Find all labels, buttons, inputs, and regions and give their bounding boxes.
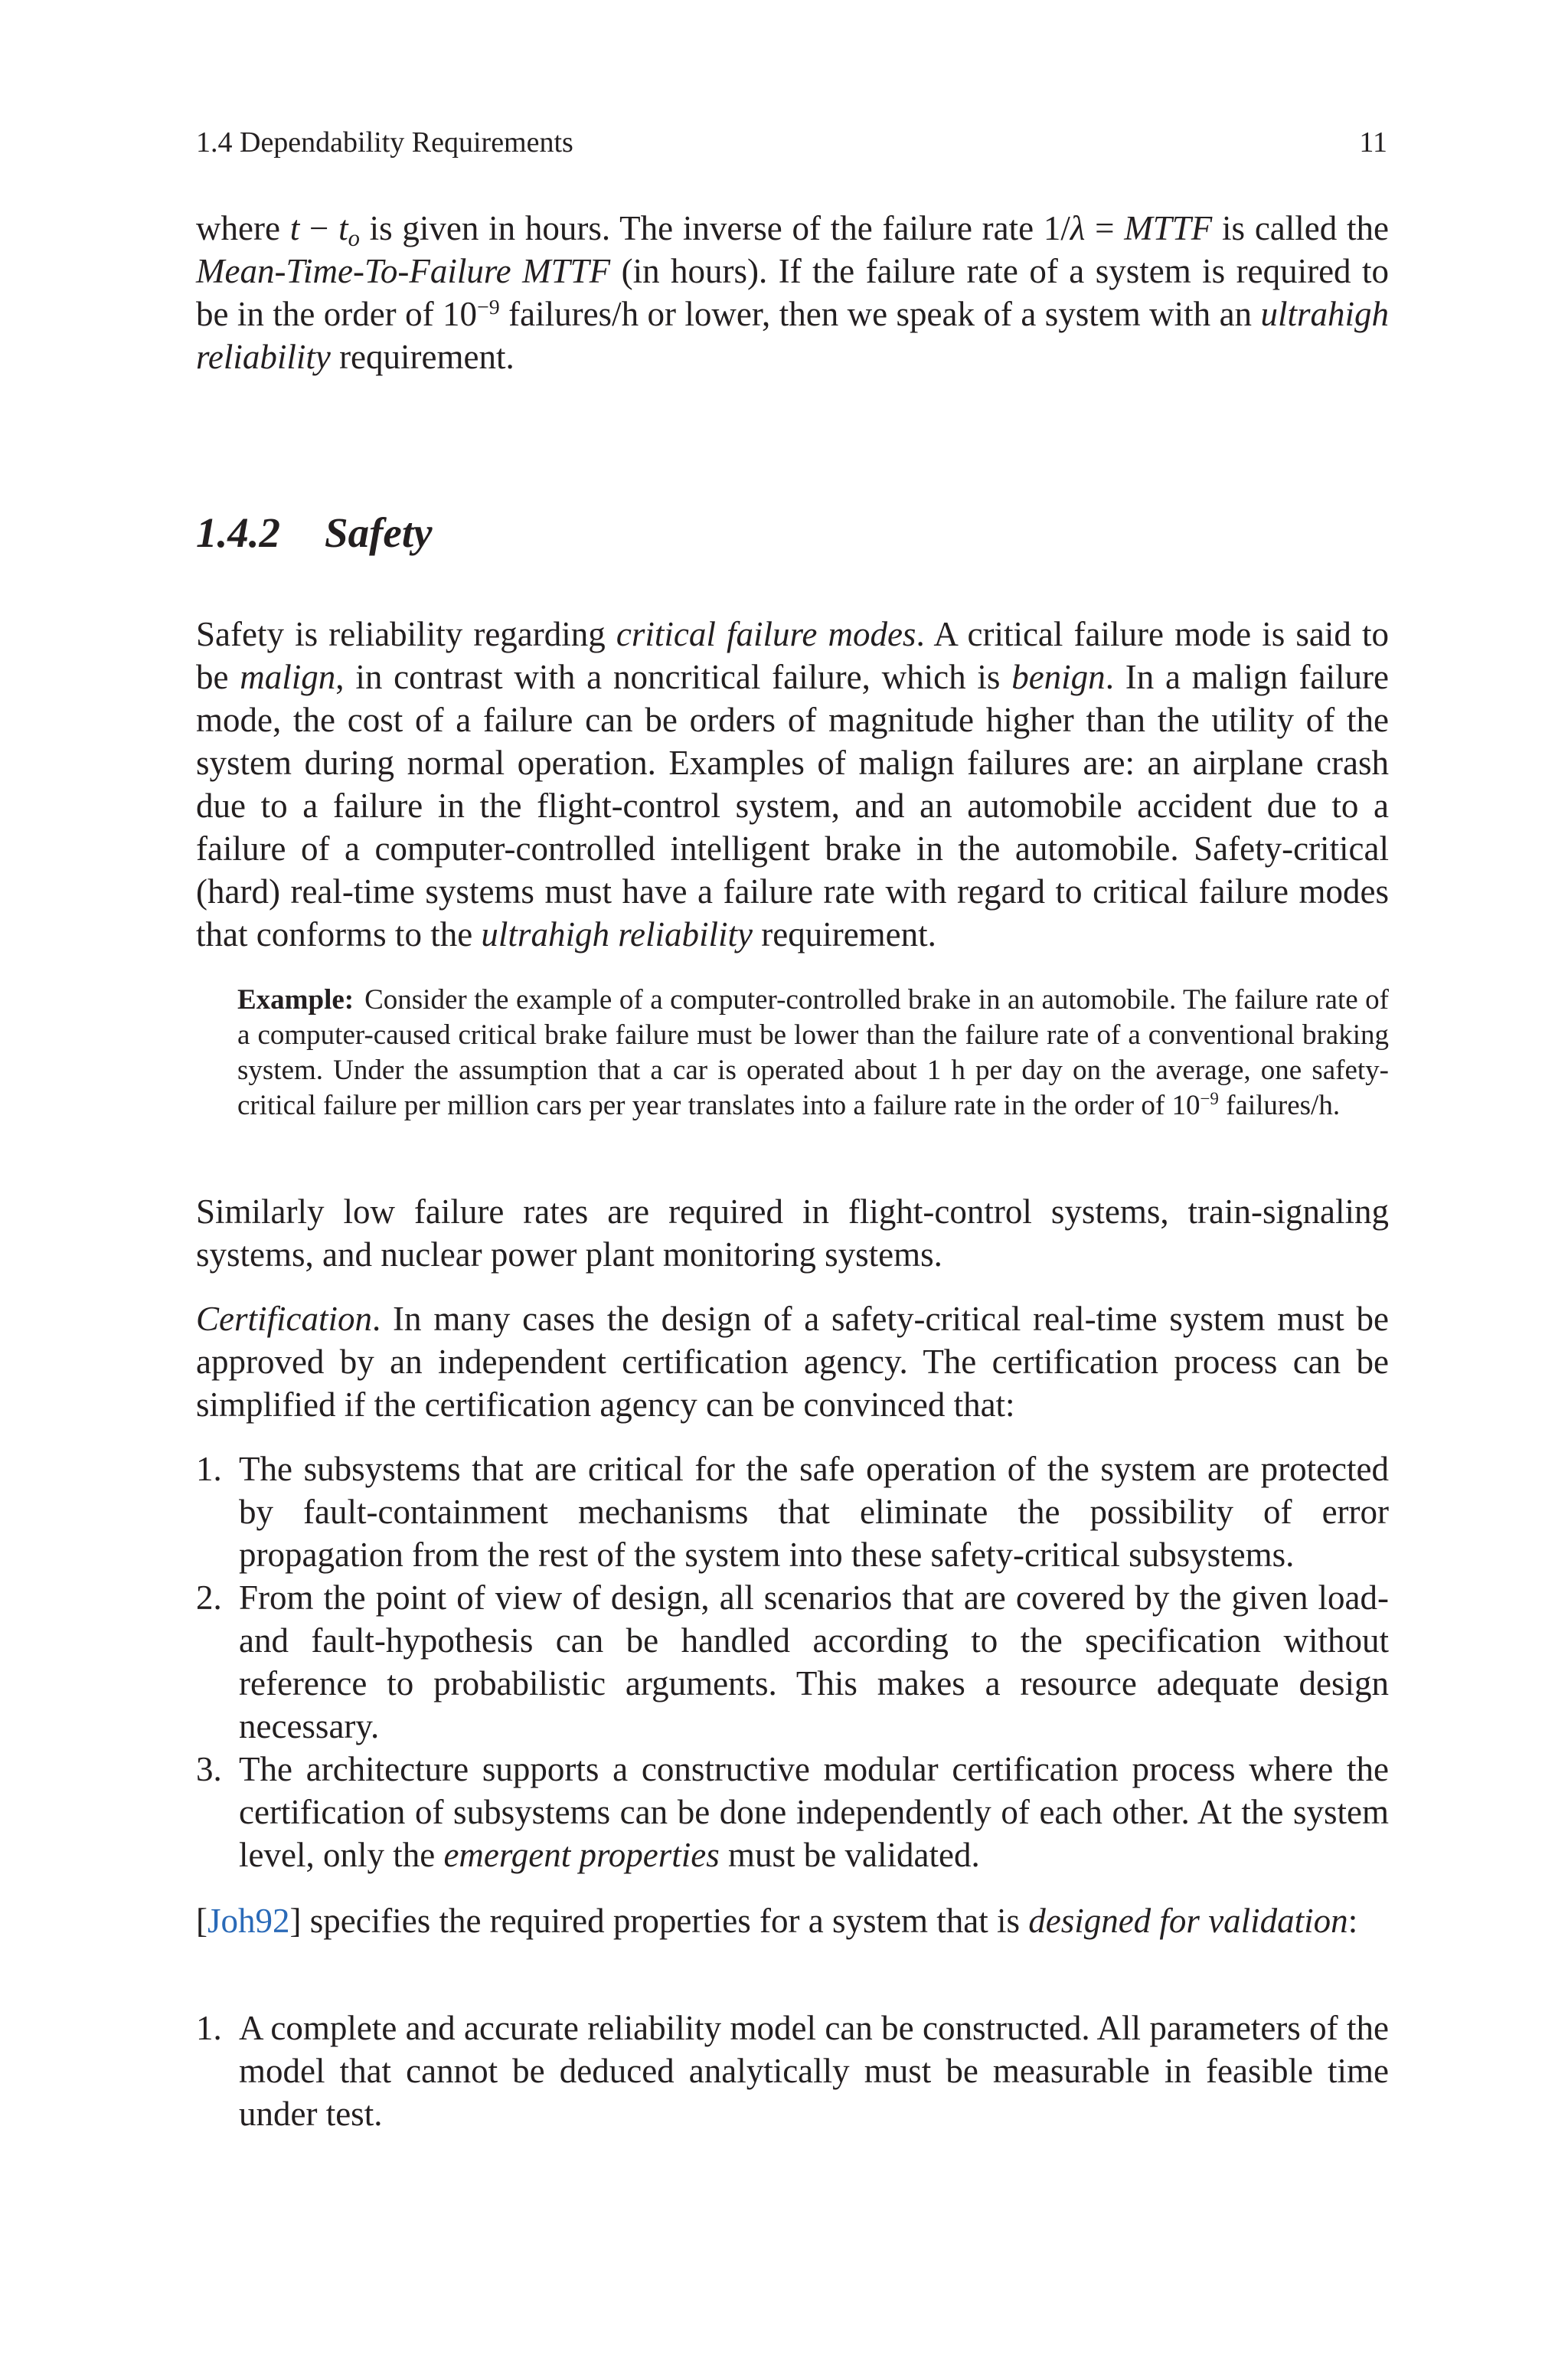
list-item: 3. The architecture supports a constructive modular certification process where the certification of subsystems can be done independently of each other. At the system level, only the emergent properties must be validated. [196, 1750, 1389, 1874]
example-block: Example: Consider the example of a computer-controlled brake in an automobile. The failure rate of a computer-caused critical brake failure must be lower than the failure rate of a conventional braking system. Under the assumption that a car is operated about 1 h per day on the average, one safety-critical failure per million cars per year translates into a failure rate in the order of $10^{-9}$ failures/h. [237, 984, 1389, 1121]
section-heading [196, 506, 433, 560]
running-head-title: 1.4 Dependability Requirements [196, 126, 573, 159]
section-number: 1.4.2 [196, 509, 280, 556]
citation-link-joh92[interactable]: Joh92 [207, 1902, 290, 1940]
validation-list [196, 2007, 1389, 2135]
similarly-paragraph: Similarly low failure rates are required in flight-control systems, train-signaling systems, and nuclear power plant monitoring systems. [196, 1192, 1389, 1274]
example-label: Example: [237, 984, 354, 1016]
list-item: 1. A complete and accurate reliability model can be constructed. All parameters of the model that cannot be deduced analytically must be measurable in feasible time under test. [196, 2009, 1389, 2133]
intro-paragraph: where $t - t_o$ is given in hours. The inverse of the failure rate 1/λ = MTTF is called the Mean-Time-To-Failure MTTF (in hours). If the failure rate of a system is required to be in the order of $10^{-9}$ failures/h or lower, then we speak of a system with an ultrahigh reliability requirement. [196, 209, 1389, 376]
list-item: 2. From the point of view of design, all scenarios that are covered by the given load- and fault-hypothesis can be handled according to the specification without reference to probabilistic arguments. This makes a resource adequate design necessary. [196, 1578, 1389, 1745]
safety-paragraph: Safety is reliability regarding critical failure modes. A critical failure mode is said to be malign, in contrast with a noncritical failure, which is benign. In a malign failure mode, the cost of a failure can be orders of magnitude higher than the utility of the system during normal operation. Examples of malign failures are: an airplane crash due to a failure in the flight-control system, and an automobile accident due to a failure of a computer-controlled intelligent brake in the automobile. Safety-critical (hard) real-time systems must have a failure rate with regard to critical failure modes that conforms to the ultrahigh reliability requirement. [196, 615, 1389, 953]
certification-paragraph: Certification. In many cases the design of a safety-critical real-time system must be approved by an independent certification agency. The certification process can be simplified if the certification agency can be convinced that: [196, 1300, 1389, 1424]
list-item: 1. The subsystems that are critical for the safe operation of the system are protected by fault-containment mechanisms that eliminate the possibility of error propagation from the rest of the system into these safety-critical subsystems. [196, 1450, 1389, 1574]
certification-list [196, 1447, 1389, 1876]
page-number: 11 [1359, 126, 1387, 159]
section-title: Safety [325, 509, 433, 556]
joh-paragraph: [Joh92] specifies the required properties for a system that is designed for validation: [196, 1902, 1358, 1940]
